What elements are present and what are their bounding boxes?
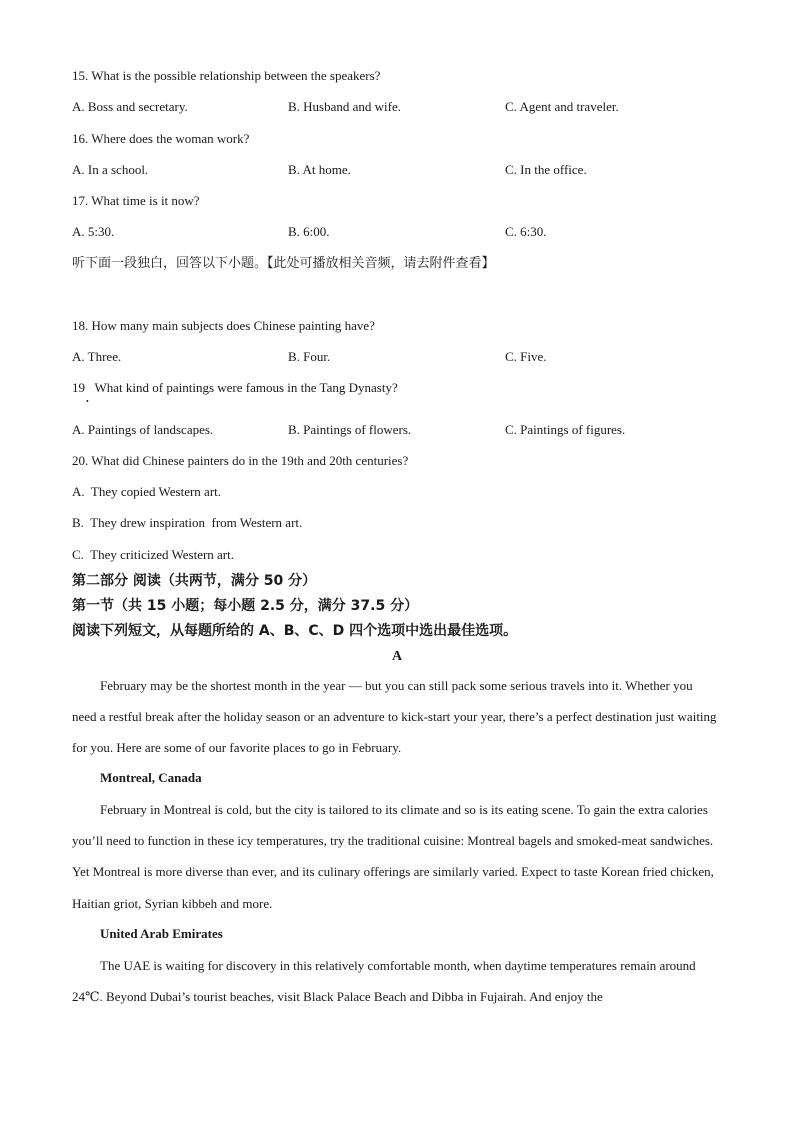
reading-section-title: 第一节（共 15 小题；每小题 2.5 分，满分 37.5 分） (72, 598, 419, 614)
stray-dot-mark: • (86, 397, 89, 406)
question-15-option-c: C. Agent and traveler. (505, 99, 619, 114)
question-17-option-b: B. 6:00. (288, 224, 330, 239)
question-16-option-c: C. In the office. (505, 162, 587, 177)
question-20-option-a: A. They copied Western art. (72, 484, 222, 499)
question-15-stem: 15. What is the possible relationship between the speakers? (72, 68, 381, 83)
reading-part-title: 第二部分 阅读（共两节，满分 50 分） (72, 573, 317, 589)
question-20-option-b: B. They drew inspiration from Western art. (72, 515, 303, 530)
question-15-option-b: B. Husband and wife. (288, 99, 402, 114)
paragraph-uae: The UAE is waiting for discovery in this relatively comfortable month, when daytime temperatures remain around 24℃. Beyond Dubai’s tourist beaches, visit Black Palace Beach and Dibba in Fujairah. And enjoy the (72, 958, 696, 1005)
question-16-stem: 16. Where does the woman work? (72, 131, 250, 146)
monologue-instruction: 听下面一段独白，回答以下小题。【此处可播放相关音频，请去附件查看】 (72, 256, 495, 271)
heading-montreal: Montreal, Canada (100, 770, 202, 785)
passage-label: A (391, 649, 403, 664)
reading-instruction: 阅读下列短文，从每题所给的 A、B、C、D 四个选项中选出最佳选项。 (72, 623, 518, 639)
passage-intro-paragraph: February may be the shortest month in the year — but you can still pack some serious travels into it. Whether you need a restful break after the holiday season or an adventure to kick-start your year, there’s a perfect destination just waiting for you. Here are some of our favorite places to go in February. (72, 678, 717, 756)
question-17-stem: 17. What time is it now? (72, 193, 200, 208)
question-19-stem: 19 What kind of paintings were famous in the Tang Dynasty? (72, 380, 398, 395)
question-18-option-c: C. Five. (505, 349, 547, 364)
question-17-option-c: C. 6:30. (505, 224, 547, 239)
question-20-option-c: C. They criticized Western art. (72, 547, 234, 562)
question-19-option-b: B. Paintings of flowers. (288, 422, 412, 437)
question-17-option-a: A. 5:30. (72, 224, 115, 239)
question-15-option-a: A. Boss and secretary. (72, 99, 188, 114)
heading-uae: United Arab Emirates (100, 926, 223, 941)
question-19-option-a: A. Paintings of landscapes. (72, 422, 214, 437)
question-20-stem: 20. What did Chinese painters do in the 19th and 20th centuries? (72, 453, 409, 468)
question-18-option-b: B. Four. (288, 349, 331, 364)
question-16-option-b: B. At home. (288, 162, 351, 177)
question-16-option-a: A. In a school. (72, 162, 149, 177)
question-18-option-a: A. Three. (72, 349, 122, 364)
question-19-option-c: C. Paintings of figures. (505, 422, 626, 437)
paragraph-montreal: February in Montreal is cold, but the city is tailored to its climate and so is its eating scene. To gain the extra calories you’ll need to function in these icy temperatures, try the traditional cuisine: Montreal bagels and smoked-meat sandwiches. Yet Montreal is more diverse than ever, and its culinary offerings are similarly varied. Expect to taste Korean fried chicken, Haitian griot, Syrian kibbeh and more. (72, 802, 714, 911)
question-18-stem: 18. How many main subjects does Chinese painting have? (72, 318, 375, 333)
